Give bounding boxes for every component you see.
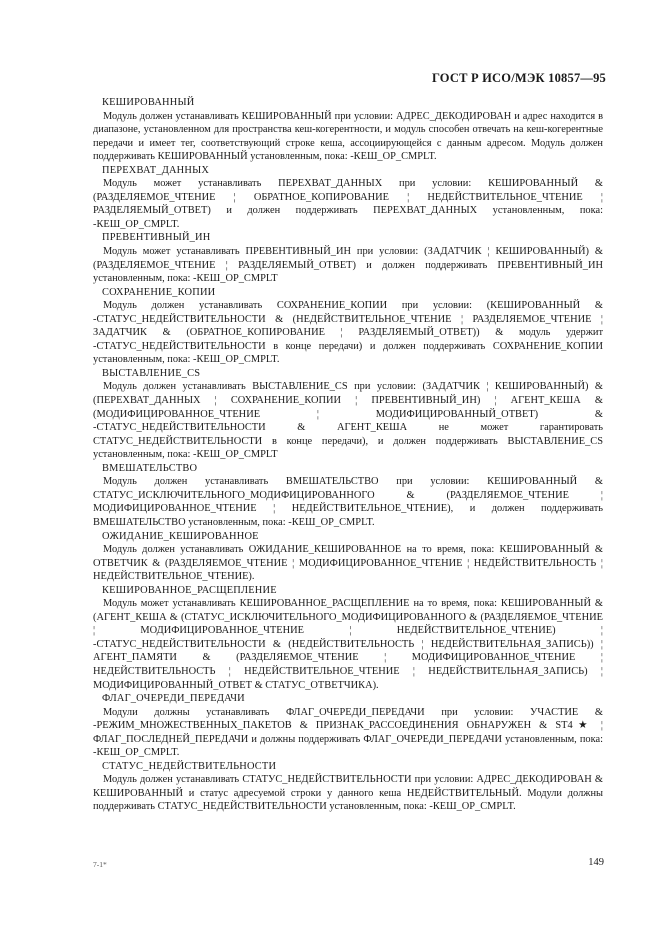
section-text: Модуль должен устанавливать ВМЕШАТЕЛЬСТВО при условии: КЕШИРОВАННЫЙ & СТАТУС_ИСКЛЮЧИТЕЛЬНОГО_МОДИФИЦИРОВАННОГО & (РАЗДЕЛЯЕМОЕ_ЧТЕНИЕ ¦ МОДИФИЦИРОВАННОЕ_ЧТЕНИЕ ¦ НЕДЕЙСТВИТЕЛЬНОЕ_ЧТЕНИЕ), и должен поддерживать ВМЕШАТЕЛЬСТВО установленным, пока: -КЕШ_OP_CMPLT. — [93, 476, 603, 528]
section-title: КЕШИРОВАННОЕ_РАСЩЕПЛЕНИЕ — [102, 584, 277, 596]
section-text: Модуль должен устанавливать ВЫСТАВЛЕНИЕ_CS при условии: (ЗАДАТЧИК ¦ КЕШИРОВАННЫЙ) & (ПЕРЕХВАТ_ДАННЫХ ¦ СОХРАНЕНИЕ_КОПИИ ¦ ПРЕВЕНТИВНЫЙ_ИН) ¦ АГЕНТ_КЕША & (МОДИФИЦИРОВАННОЕ_ЧТЕНИЕ ¦ МОДИФИЦИРОВАННЫЙ_ОТВЕТ) & -СТАТУС_НЕДЕЙСТВИТЕЛЬНОСТИ & АГЕНТ_КЕША не может гарантировать СТАТУС_НЕДЕЙСТВИТЕЛЬНОСТИ в конце передачи), и должен поддерживать ВЫСТАВЛЕНИЕ_CS установленным, пока: -КЕШ_OP_CMPLT — [93, 381, 603, 461]
section-title: ПРЕВЕНТИВНЫЙ_ИН — [102, 232, 211, 244]
section-cached — [93, 96, 603, 164]
print-signature-mark: 7-1* — [93, 860, 107, 869]
section-text: Модули должны устанавливать ФЛАГ_ОЧЕРЕДИ_ПЕРЕДАЧИ при условии: УЧАСТИЕ & -РЕЖИМ_МНОЖЕСТВЕННЫХ_ПАКЕТОВ & ПРИЗНАК_РАССОЕДИНЕНИЯ ОБНАРУЖЕН & ST4★ ¦ ФЛАГ_ПОСЛЕДНЕЙ_ПЕРЕДАЧИ и должны поддерживать ФЛАГ_ОЧЕРЕДИ_ПЕРЕДАЧИ установленным, пока: -КЕШ_OP_CMPLT. — [93, 706, 603, 759]
section-text: Модуль должен устанавливать ОЖИДАНИЕ_КЕШИРОВАННОЕ на то время, пока: КЕШИРОВАННЫЙ & ОТВЕТЧИК & (РАЗДЕЛЯЕМОЕ_ЧТЕНИЕ ¦ МОДИФИЦИРОВАННОЕ_ЧТЕНИЕ ¦ НЕДЕЙСТВИТЕЛЬНОСТЬ ¦ НЕДЕЙСТВИТЕЛЬНОЕ_ЧТЕНИЕ). — [93, 544, 603, 583]
section-title: ОЖИДАНИЕ_КЕШИРОВАННОЕ — [102, 530, 259, 542]
section-text: Модуль может устанавливать ПРЕВЕНТИВНЫЙ_ИН при условии: (ЗАДАТЧИК ¦ КЕШИРОВАННЫЙ) & (РАЗДЕЛЯЕМОЕ_ЧТЕНИЕ ¦ РАЗДЕЛЯЕМЫЙ_ОТВЕТ) и должен поддерживать ПРЕВЕНТИВНЫЙ_ИН установленным, пока: -КЕШ_OP_CMPLT — [93, 246, 603, 285]
section-text: Модуль может устанавливать ПЕРЕХВАТ_ДАННЫХ при условии: КЕШИРОВАННЫЙ & (РАЗДЕЛЯЕМОЕ_ЧТЕНИЕ ¦ ОБРАТНОЕ_КОПИРОВАНИЕ ¦ НЕДЕЙСТВИТЕЛЬНОЕ_ЧТЕНИЕ ¦ РАЗДЕЛЯЕМЫЙ_ОТВЕТ) и должен поддерживать ПЕРЕХВАТ_ДАННЫХ установленным, пока: -КЕШ_OP_CMPLT. — [93, 178, 603, 230]
section-title: ВЫСТАВЛЕНИЕ_CS — [102, 367, 201, 379]
page-number: 149 — [588, 857, 604, 868]
section-title: СТАТУС_НЕДЕЙСТВИТЕЛЬНОСТИ — [102, 760, 277, 772]
section-text: Модуль может устанавливать КЕШИРОВАННОЕ_РАСЩЕПЛЕНИЕ на то время, пока: КЕШИРОВАННЫЙ & (АГЕНТ_КЕША & (СТАТУС_ИСКЛЮЧИТЕЛЬНОГО_МОДИФИЦИРОВАННОГО & (РАЗДЕЛЯЕМОЕ_ЧТЕНИЕ ¦ МОДИФИЦИРОВАННОЕ_ЧТЕНИЕ ¦ НЕДЕЙСТВИТЕЛЬНОЕ_ЧТЕНИЕ) ¦ -СТАТУС_НЕДЕЙСТВИТЕЛЬНОСТИ & (НЕДЕЙСТВИТЕЛЬНОСТЬ ¦ НЕДЕЙСТВИТЕЛЬНАЯ_ЗАПИСЬ)) ¦ АГЕНТ_ПАМЯТИ & (РАЗДЕЛЯЕМОЕ_ЧТЕНИЕ ¦ МОДИФИЦИРОВАННОЕ_ЧТЕНИЕ ¦ НЕДЕЙСТВИТЕЛЬНОСТЬ ¦ НЕДЕЙСТВИТЕЛЬНОЕ_ЧТЕНИЕ ¦ НЕДЕЙСТВИТЕЛЬНАЯ_ЗАПИСЬ) ¦ МОДИФИЦИРОВАННЫЙ_ОТВЕТ & СТАТУС_ОТВЕТЧИКА). — [93, 598, 603, 691]
section-transfer-queue-flag — [93, 692, 603, 760]
section-invalid-status — [93, 760, 603, 814]
section-text: Модуль должен устанавливать КЕШИРОВАННЫЙ при условии: АДРЕС_ДЕКОДИРОВАН и адрес находится в диапазоне, установленном для пространства кеш-когерентности, и модуль способен отвечать на кеш-когерентные передачи и имеет тег, соответствующий строке кеша, ассоциирующейся с данным адресом. Модуль должен поддерживать КЕШИРОВАННЫЙ установленным, пока: -КЕШ_OP_CMPLT. — [93, 110, 603, 163]
section-text: Модуль должен устанавливать СТАТУС_НЕДЕЙСТВИТЕЛЬНОСТИ при условии: АДРЕС_ДЕКОДИРОВАН & КЕШИРОВАННЫЙ и статус адресуемой строки у данного кеша НЕДЕЙСТВИТЕЛЬНЫЙ. Модули должны поддерживать СТАТУС_НЕДЕЙСТВИТЕЛЬНОСТИ установленным, пока: -КЕШ_OP_CMPLT. — [93, 774, 603, 813]
document-body — [93, 96, 603, 814]
section-cached-split — [93, 584, 603, 692]
section-title: ФЛАГ_ОЧЕРЕДИ_ПЕРЕДАЧИ — [102, 693, 245, 705]
section-title: КЕШИРОВАННЫЙ — [102, 97, 195, 108]
section-data-intercept — [93, 164, 603, 232]
section-text: Модуль должен устанавливать СОХРАНЕНИЕ_КОПИИ при условии: (КЕШИРОВАННЫЙ & -СТАТУС_НЕДЕЙСТВИТЕЛЬНОСТИ & (НЕДЕЙСТВИТЕЛЬНОЕ_ЧТЕНИЕ ¦ РАЗДЕЛЯЕМОЕ_ЧТЕНИЕ ¦ ЗАДАТЧИК & (ОБРАТНОЕ_КОПИРОВАНИЕ ¦ РАЗДЕЛЯЕМЫЙ_ОТВЕТ)) & модуль удержит -СТАТУС_НЕДЕЙСТВИТЕЛЬНОСТИ в конце передачи) и должен поддерживать СОХРАНЕНИЕ_КОПИИ установленным, пока: -КЕШ_OP_CMPLT. — [93, 300, 603, 366]
section-keep-copy — [93, 286, 603, 367]
section-title: СОХРАНЕНИЕ_КОПИИ — [102, 286, 216, 298]
section-assert-cs — [93, 367, 603, 462]
standard-code-header: ГОСТ Р ИСО/МЭК 10857—95 — [431, 71, 606, 85]
section-wait-cached — [93, 530, 603, 584]
section-title: ВМЕШАТЕЛЬСТВО — [102, 462, 198, 474]
section-intervention — [93, 462, 603, 530]
section-preemptive-in — [93, 231, 603, 285]
section-title: ПЕРЕХВАТ_ДАННЫХ — [102, 164, 210, 176]
